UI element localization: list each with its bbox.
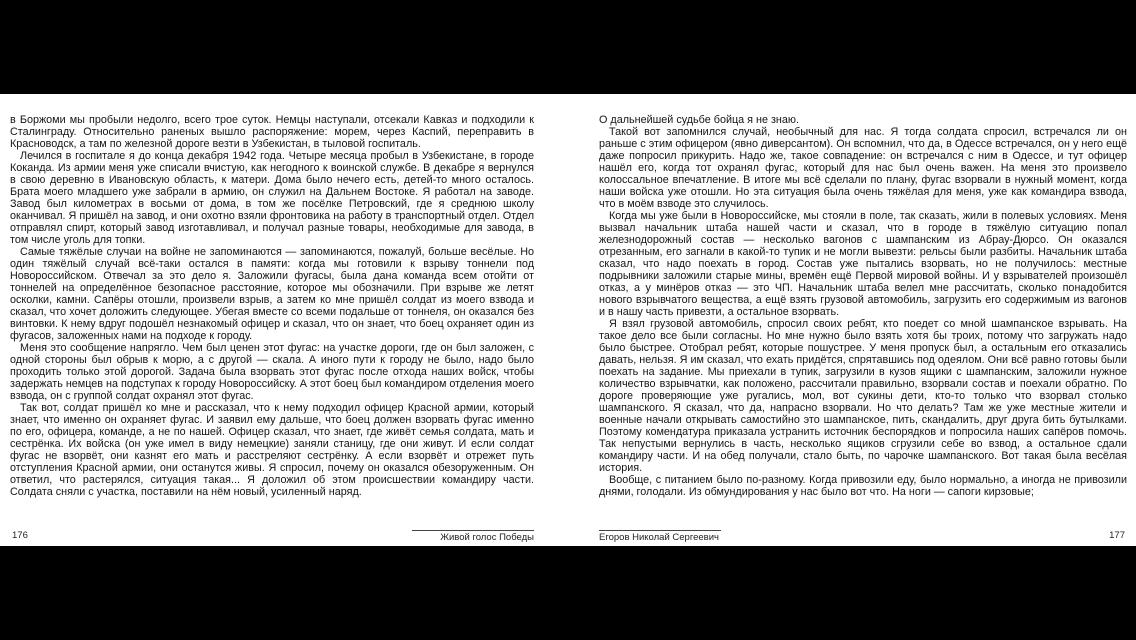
page-number: 177 xyxy=(1109,530,1125,541)
paragraph: в Боржоми мы пробыли недолго, всего трое суток. Немцы наступали, отсекали Кавказ и подходили к Сталинграду. Относительно раненых вышло распоряжение: морем, через Каспий, переправить в Красноводск, а там по железной дороге везти в Узбекистан, в тыловой госпиталь. xyxy=(10,114,534,150)
paragraph: Меня это сообщение напрягло. Чем был ценен этот фугас: на участке дороги, где он был заложен, с одной стороны был обрыв к морю, а с другой — скала. А иного пути к городу не было, надо было проходить только этой дорогой. Задача была взорвать этот фугас после отхода наших войск, чтобы задержать немцев на подступах к городу Новороссийску. А этот боец был командиром отделения моего взвода, он с группой солдат охранял этот фугас. xyxy=(10,342,534,402)
paragraph: Самые тяжёлые случаи на войне не запоминаются — запоминаются, пожалуй, больше весёлые. Но один тяжёлый случай всё-таки остался в памяти: когда мы готовили к взрыву тоннели под Новороссийском. Отвечал за это дело я. Заложили фугасы, была дана команда всем отойти от тоннелей на определённое безопасное расстояние, которое мы обозначили. При взрыве же летят осколки, камни. Сапёры отошли, произвели взрыв, а затем ко мне пришёл солдат из моего взвода и сказал, что хочет доложить следующее. Убегая вместе со всеми подальше от тоннеля, он оказался без винтовки. К нему вдруг подошёл незнакомый офицер и сказал, что он знает, что боец охраняет один из фугасов, заложенных нами на подходе к городу. xyxy=(10,246,534,342)
right-page-footer xyxy=(599,527,1127,541)
paragraph: Я взял грузовой автомобиль, спросил своих ребят, кто поедет со мной шампанское взрывать. На такое дело все были согласны. Но мне нужно было взять хотя бы троих, потому что загружать надо было быстрее. Отобрал ребят, которые пошустрее. У меня пропуск был, а остальным его отказались давать, нельзя. Я им сказал, что ехать придётся, спрятавшись под одеялом. Они всё равно готовы были поехать на задание. Мы приехали в тупик, загрузили в кузов ящики с шампанским, заложили нужное количество взрывчатки, как положено, рассчитали правильно, взорвали состав и поехали обратно. По дороге проверяющие уже ругались, мол, вот сукины дети, кто-то только что взорвал столько шампанского. Я сказал, что да, напрасно взорвали. Но что делать? Там же уже местные жители и военные начали открывать самостийно это шампанское, пить, скандалить, друг друга бить бутылками. Поэтому комендатура приказала устранить источник беспорядков и попросила наших сапёров помочь. Так непустыми вернулись в часть, несколько ящиков сгрузили себе во взвод, а остальное сдали командиру части. И на обед получали, стало быть, по чарочке шампанского. Вот такая была весёлая история. xyxy=(599,318,1127,474)
page-number: 176 xyxy=(12,530,28,541)
right-page-text xyxy=(599,114,1127,498)
paragraph: Когда мы уже были в Новороссийске, мы стояли в поле, так сказать, жили в полевых условиях. Меня вызвал начальник штаба нашей части и сказал, что в городе в тяжёлую ситуацию попал железнодорожный состав — несколько вагонов с шампанским из Абрау-Дюрсо. Он оказался отрезанным, его загнали в какой-то тупик и не могли вывезти: рельсы были разбиты. Начальник штаба сказал, что надо поехать в город. Состав уже пытались взорвать, но не получилось: местные подрывники заложили старые мины, времён ещё Первой мировой войны. И у взрывателей произошёл отказ, а у минёров отказ — это ЧП. Начальник штаба велел мне рассчитать, сколько понадобится нового взрывчатого вещества, а ещё взять грузовой автомобиль, загрузить его содержимым из вагонов и в нашу часть привезти, а остальное взорвать. xyxy=(599,210,1127,318)
paragraph: Такой вот запомнился случай, необычный для нас. Я тогда солдата спросил, встречался ли он раньше с этим офицером (явно диверсантом). Он вспомнил, что да, в Одессе встречался, он у него ещё даже попросил прикурить. Надо же, такое совпадение: он встречался с ним в Одессе, и тут офицер нашёл его, когда тот охранял фугас, который для нас был очень важен. На меня это произвело колоссальное впечатление. В итоге мы всё сделали по плану, фугас взорвали в нужный момент, когда наши войска уже отошли. Но эта ситуация была очень тяжёлая для меня, уже как командира взвода, что в моём взводе это случилось. xyxy=(599,126,1127,210)
book-spread xyxy=(0,94,1136,546)
left-page-footer xyxy=(10,527,534,541)
paragraph: Лечился в госпитале я до конца декабря 1942 года. Четыре месяца пробыл в Узбекистане, в городе Коканда. Из армии меня уже списали вчистую, как негодного к воинской службе. В декабре я вернулся в свою деревню в Ивановскую область, к матери. Дома было нечего есть, детей-то много осталось. Брата моего младшего уже забрали в армию, он служил на Дальнем Востоке. Я работал на заводе. Завод был километрах в восьми от дома, в том же посёлке Петровский, где я среднюю школу оканчивал. Я пришёл на завод, и они охотно взяли фронтовика на работу в транспортный отдел. Отдел отправлял спирт, который завод изготавливал, и получал разные товары, необходимые для завода, в том числе уголь для топки. xyxy=(10,150,534,246)
left-page xyxy=(10,114,534,546)
paragraph: Так вот, солдат пришёл ко мне и рассказал, что к нему подходил офицер Красной армии, который знает, что именно он охраняет фугас. И заявил ему дальше, что боец должен взорвать фугас именно по его, офицера, команде, а не по нашей. Офицер сказал, что знает, где живёт семья солдата, мать и сестрёнка. Их войска (он уже имел в виду немецкие) заняли станицу, где они живут. И если солдат фугас не взорвёт, они казнят его мать и расстреляют сестрёнку. А если взорвёт и отрежет путь отступления Красной армии, они останутся живы. Я спросил, почему он оказался обезоруженным. Он ответил, что растерялся, ситуация такая... Я доложил об этом происшествии командиру части. Солдата сняли с участка, поставили на нём новый, усиленный наряд. xyxy=(10,402,534,498)
paragraph: Вообще, с питанием было по-разному. Когда привозили еду, было нормально, а иногда не привозили днями, голодали. Из обмундирования у нас было вот что. На ноги — сапоги кирзовые; xyxy=(599,474,1127,498)
left-page-text xyxy=(10,114,534,498)
right-page xyxy=(599,114,1127,546)
running-title: Егоров Николай Сергеевич xyxy=(599,530,721,543)
paragraph: О дальнейшей судьбе бойца я не знаю. xyxy=(599,114,799,126)
running-title: Живой голос Победы xyxy=(412,530,534,543)
